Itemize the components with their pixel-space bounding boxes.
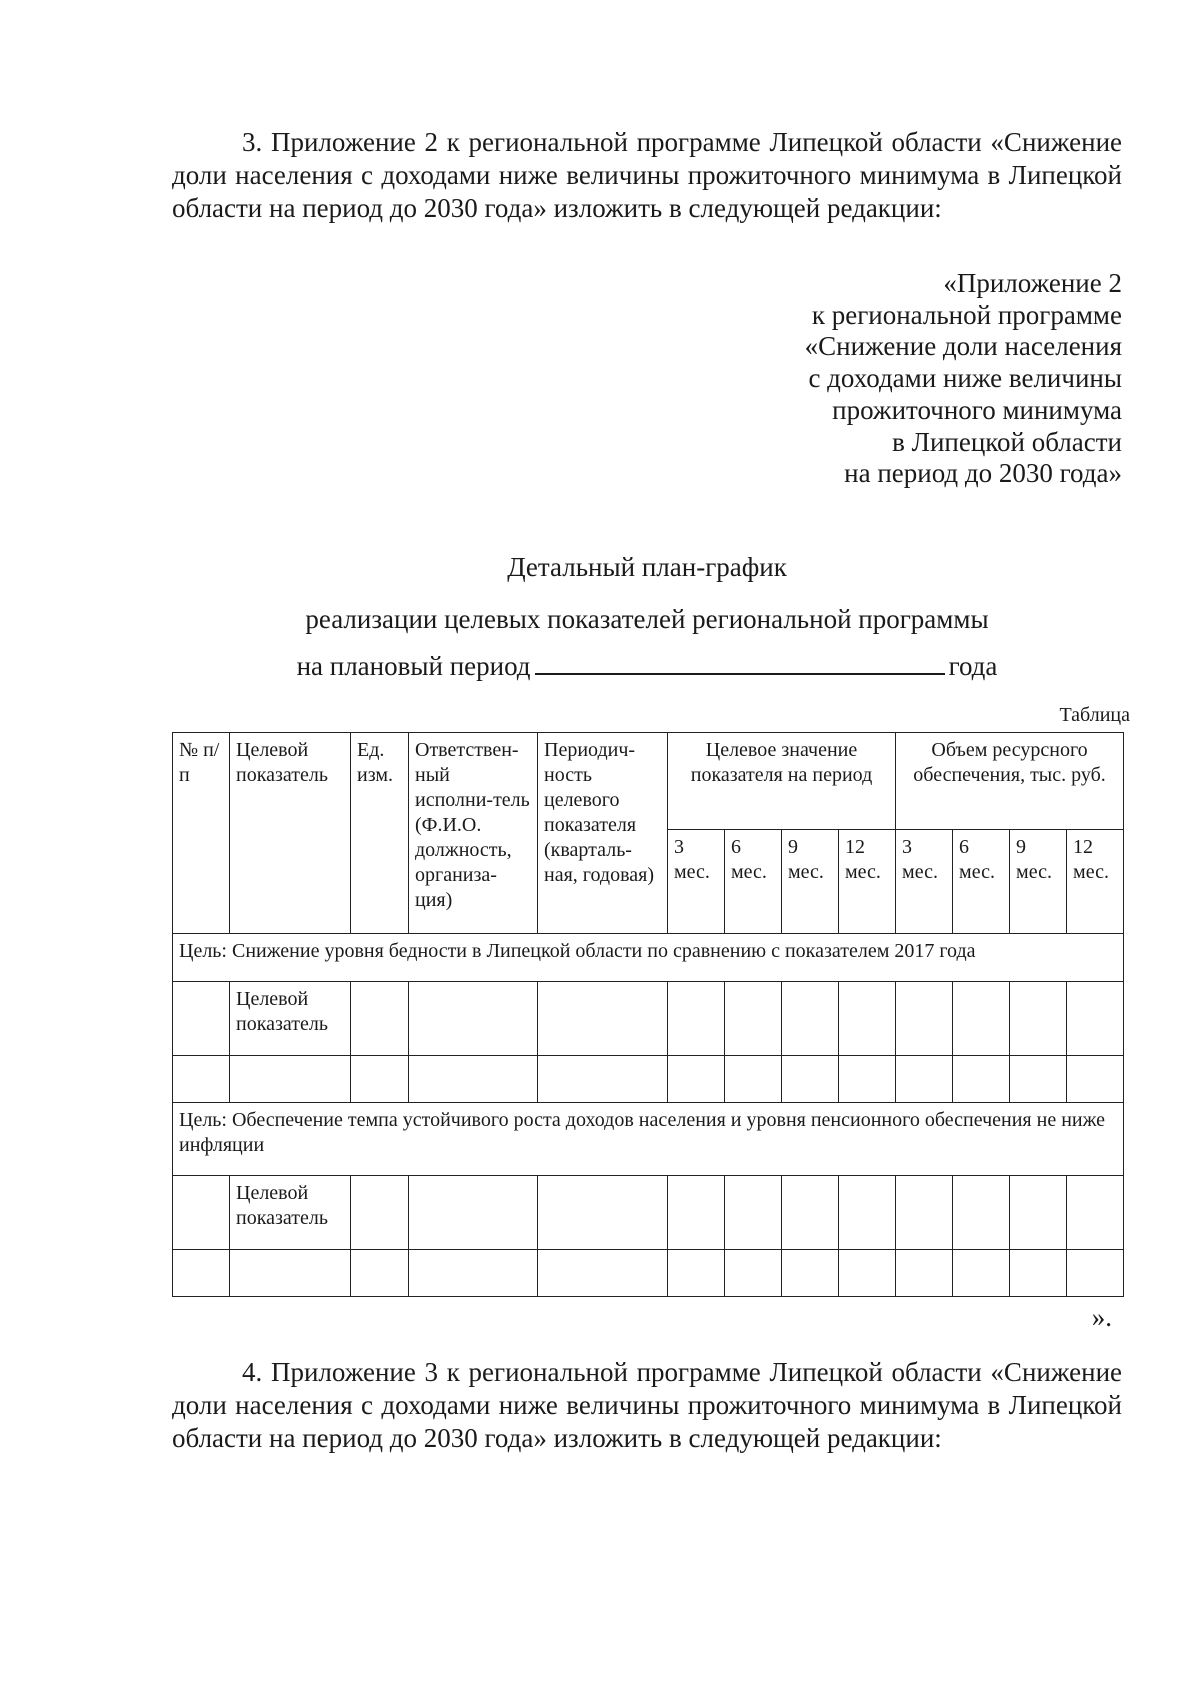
table-cell (896, 1176, 953, 1250)
header-indicator: Целевой показатель (230, 733, 351, 934)
table-cell (1067, 982, 1124, 1056)
title-period-prefix: на плановый период (296, 651, 531, 681)
appendix-line: «Приложение 2 (943, 268, 1122, 298)
header-resource-3m: 3 мес. (896, 830, 953, 934)
appendix-line: в Липецкой области (892, 426, 1122, 457)
table-row (173, 1250, 1124, 1297)
table-cell (953, 982, 1010, 1056)
header-resource-6m: 6 мес. (953, 830, 1010, 934)
table-cell (782, 1056, 839, 1103)
table-row (173, 982, 1124, 1056)
goal-1-indicator: Целевой показатель (230, 982, 351, 1056)
appendix-line: «Снижение доли населения (804, 331, 1122, 362)
header-target-12m: 12 мес. (839, 830, 896, 934)
header-target-value: Целевое значение показателя на период (668, 733, 896, 830)
header-periodicity: Периодич-ность целевого показателя (кварталь-ная, годовая) (538, 733, 668, 934)
goal-2-indicator: Целевой показатель (230, 1176, 351, 1250)
paragraph-3-number: 3. (242, 127, 263, 157)
title-line-3 (172, 651, 1122, 682)
header-row (173, 733, 1124, 830)
title-line-1: Детальный план-график (507, 552, 787, 582)
table-cell (839, 1056, 896, 1103)
table-cell (725, 982, 782, 1056)
table-cell (1067, 1056, 1124, 1103)
table-cell (1010, 1250, 1067, 1297)
title-period-suffix: года (948, 651, 998, 681)
table-cell (173, 1056, 230, 1103)
header-resource-9m: 9 мес. (1010, 830, 1067, 934)
table-cell (839, 1176, 896, 1250)
appendix-line: с доходами ниже величины (808, 363, 1122, 394)
appendix-line: на период до 2030 года» (844, 458, 1122, 489)
table-cell (409, 1176, 538, 1250)
appendix-line: прожиточного минимума (832, 394, 1122, 425)
table-cell (1010, 982, 1067, 1056)
period-blank-line (535, 651, 945, 675)
header-resource-volume: Объем ресурсного обеспечения, тыс. руб. (896, 733, 1124, 830)
goal-row (173, 934, 1124, 982)
title-line-2: реализации целевых показателей региональной программы (305, 604, 989, 634)
table-cell (538, 1250, 668, 1297)
table-cell (896, 982, 953, 1056)
table-cell (230, 1250, 351, 1297)
appendix-line: к региональной программе (811, 299, 1122, 330)
table-cell (725, 1056, 782, 1103)
paragraph-3-text: Приложение 2 к региональной программе Липецкой области «Снижение доли населения с доходами ниже величины прожиточного минимума в Липецкой области на период до 2030 года» изложить в следующей редакции: (172, 127, 1123, 223)
table-cell (725, 1176, 782, 1250)
table-cell (668, 1176, 725, 1250)
table-cell (173, 982, 230, 1056)
goal-row (173, 1103, 1124, 1176)
table-cell (173, 1176, 230, 1250)
paragraph-4-text: Приложение 3 к региональной программе Липецкой области «Снижение доли населения с доходами ниже величины прожиточного минимума в Липецкой области на период до 2030 года» изложить в следующей редакции: (172, 1357, 1123, 1453)
table-caption: Таблица (1059, 704, 1130, 726)
table-cell (351, 1056, 409, 1103)
table-cell (409, 982, 538, 1056)
header-unit: Ед. изм. (351, 733, 409, 934)
table-cell (538, 982, 668, 1056)
table-cell (896, 1250, 953, 1297)
header-target-9m: 9 мес. (782, 830, 839, 934)
table-cell (953, 1250, 1010, 1297)
table-row (173, 1176, 1124, 1250)
table-cell (839, 982, 896, 1056)
table-cell (896, 1056, 953, 1103)
appendix-header (700, 268, 1122, 490)
table-cell (538, 1056, 668, 1103)
table-cell (725, 1250, 782, 1297)
table-cell (230, 1056, 351, 1103)
table-cell (409, 1250, 538, 1297)
table-cell (782, 982, 839, 1056)
paragraph-3 (172, 126, 1122, 225)
table-cell (782, 1176, 839, 1250)
table-cell (839, 1250, 896, 1297)
table-cell (1067, 1176, 1124, 1250)
goal-1: Цель: Снижение уровня бедности в Липецкой области по сравнению с показателем 2017 года (173, 934, 1124, 982)
table-cell (782, 1250, 839, 1297)
table-cell (351, 982, 409, 1056)
table-cell (668, 1250, 725, 1297)
header-target-3m: 3 мес. (668, 830, 725, 934)
header-resource-12m: 12 мес. (1067, 830, 1124, 934)
header-num: № п/п (173, 733, 230, 934)
plan-table (172, 732, 1124, 1297)
paragraph-4-number: 4. (242, 1357, 263, 1387)
table-row (173, 1056, 1124, 1103)
table-cell (953, 1056, 1010, 1103)
table-cell (1010, 1056, 1067, 1103)
table-cell (953, 1176, 1010, 1250)
table-cell (173, 1250, 230, 1297)
table-cell (1067, 1250, 1124, 1297)
header-target-6m: 6 мес. (725, 830, 782, 934)
paragraph-4 (172, 1356, 1122, 1455)
table-cell (351, 1250, 409, 1297)
table-cell (409, 1056, 538, 1103)
goal-2: Цель: Обеспечение темпа устойчивого роста доходов населения и уровня пенсионного обеспечения не ниже инфляции (173, 1103, 1124, 1176)
table-cell (538, 1176, 668, 1250)
table-cell (1010, 1176, 1067, 1250)
closing-quote: ». (1091, 1302, 1112, 1332)
table-cell (351, 1176, 409, 1250)
table-cell (668, 982, 725, 1056)
header-responsible: Ответствен-ный исполни-тель (Ф.И.О. должность, организа-ция) (409, 733, 538, 934)
table-cell (668, 1056, 725, 1103)
